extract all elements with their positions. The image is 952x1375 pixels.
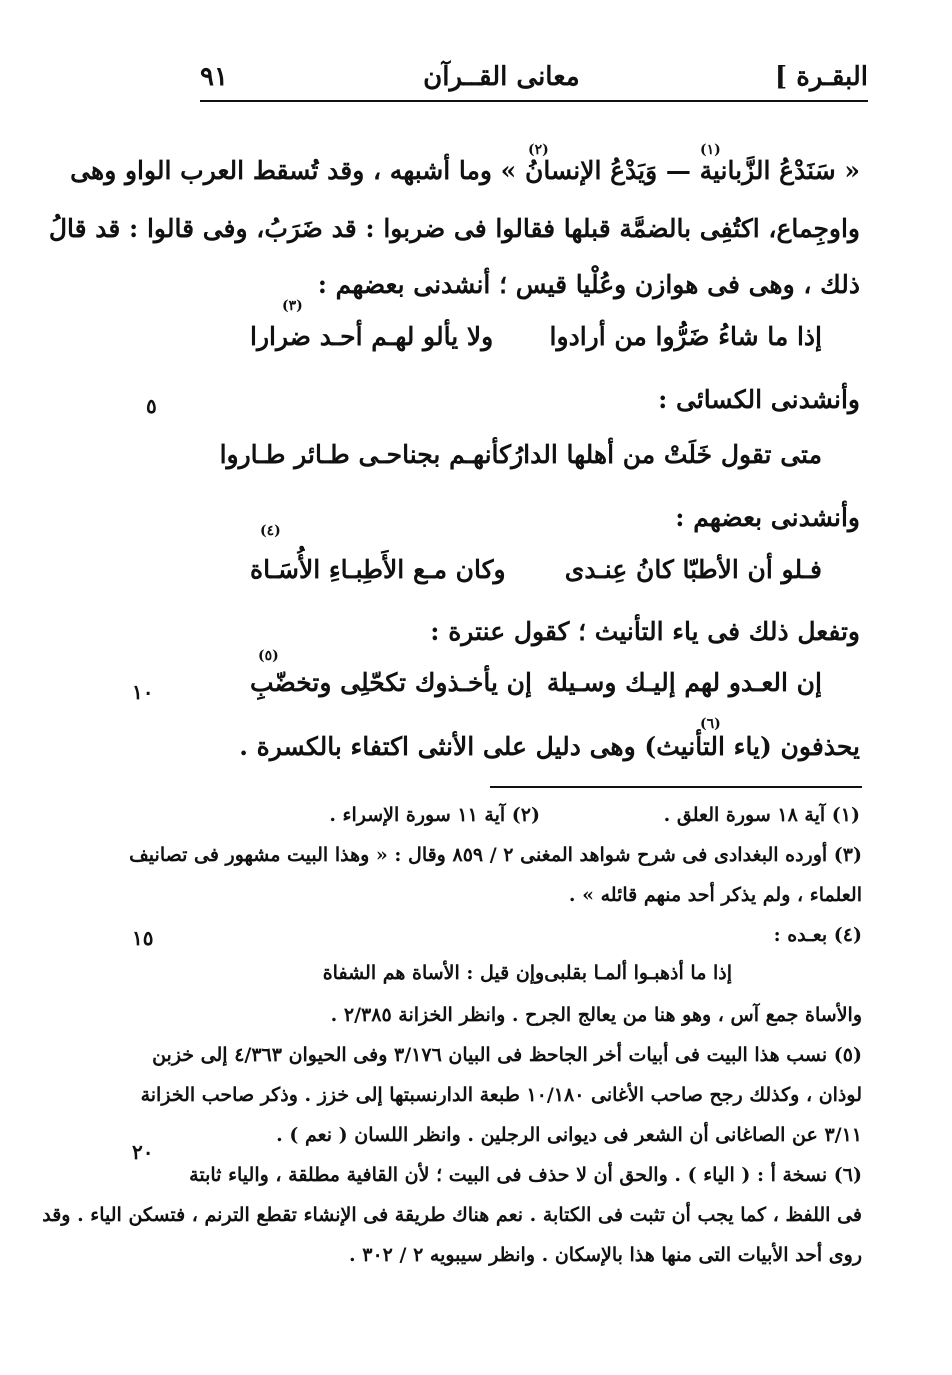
footnote-5-line-2: لوذان ، وكذلك رجح صاحب الأغانى ١٠/١٨٠ طبعة الدارنسبتها إلى خزز . وذكر صاحب الخزانة xyxy=(140,1084,862,1106)
body-line-4: وأنشدنى الكسائى : xyxy=(658,385,860,414)
margin-line-number-5: ٥ xyxy=(146,394,157,418)
footnote-marker-2: (٢) xyxy=(528,142,549,158)
footnote-marker-4: (٤) xyxy=(260,523,281,539)
margin-line-number-10: ١٠ xyxy=(132,680,154,704)
body-line-1: « سَنَدْعُ الزَّبانية — وَيَدْعُ الإنسانُ » وما أشبهه ، وقد تُسقط العرب الواو وهى xyxy=(70,156,860,185)
verse-4-first-hemistich: إن العـدو لهم إليـك وسـيلة xyxy=(546,668,822,697)
verse-2-first-hemistich: متى تقول خَلَتْ من أهلها الدارُ xyxy=(511,440,822,469)
margin-line-number-20: ٢٠ xyxy=(132,1140,154,1164)
footnote-5-line-1: (٥) نسب هذا البيت فى أبيات أخر الجاحظ فى البيان ٣/١٧٦ وفى الحيوان ٤/٣٦٣ إلى خزبن xyxy=(152,1044,862,1066)
footnote-marker-3: (٣) xyxy=(282,298,303,314)
footnote-6-line-1: (٦) نسخة أ : ( الياء ) . والحق أن لا حذف فى البيت ؛ لأن القافية مطلقة ، والياء ثابتة xyxy=(189,1164,862,1186)
body-line-6: وتفعل ذلك فى ياء التأنيث ؛ كقول عنترة : xyxy=(430,617,860,646)
footnote-marker-1: (١) xyxy=(700,142,721,158)
footnote-2: (٢) آية ١١ سورة الإسراء . xyxy=(329,804,540,826)
footnote-4-line-1: (٤) بعـده : xyxy=(773,924,862,946)
verse-2-second-hemistich: كأنهـم بجناحـى طـائر طـاروا xyxy=(219,440,512,469)
verse-3 xyxy=(250,555,822,584)
verse-2 xyxy=(219,440,822,469)
running-header xyxy=(200,58,868,96)
book-title: معانى القــرآن xyxy=(423,62,580,92)
footnote-6-line-3: روى أحد الأبيات التى منها هذا بالإسكان . وانظر سيبويه ٢ / ٣٠٢ . xyxy=(349,1244,862,1266)
verse-1-second-hemistich: ولا يألو لهـم أحـد ضرارا xyxy=(250,322,494,351)
footnote-marker-5: (٥) xyxy=(258,648,279,664)
footnote-3-line-2: العلماء ، ولم يذكر أحد منهم قائله » . xyxy=(568,884,862,906)
verse-4 xyxy=(250,668,822,697)
verse-3-first-hemistich: فـلو أن الأطبّا كانُ عِنـدى xyxy=(564,555,822,584)
footnote-4-verse xyxy=(322,962,732,984)
footnote-4-verse-second: وإن قيل : الأساة هم الشفاة xyxy=(322,962,545,984)
header-rule xyxy=(200,100,868,102)
footnote-4-line-2: والأساة جمع آس ، وهو هنا من يعالج الجرح . وانظر الخزانة ٢/٣٨٥ . xyxy=(330,1004,862,1026)
page-number: ٩١ xyxy=(200,62,228,92)
footnote-4-verse-first: إذا ما أذهبـوا ألمـا بقلبى xyxy=(544,962,732,984)
verse-1-first-hemistich: إذا ما شاءُ ضَرُّوا من أرادوا xyxy=(549,322,822,351)
verse-1 xyxy=(250,322,822,351)
footnote-1: (١) آية ١٨ سورة العلق . xyxy=(663,804,860,826)
footnote-6-line-2: فى اللفظ ، كما يجب أن تثبت فى الكتابة . نعم هناك طريقة فى الإنشاء تقطع الترنم ، فتسكن الياء . وقد xyxy=(42,1204,862,1226)
body-line-7: يحذفون (ياء التأنيث) وهى دليل على الأنثى اكتفاء بالكسرة . xyxy=(239,732,860,761)
body-line-2: واوجِماع، اكتُفِى بالضمَّة قبلها فقالوا فى ضربوا : قد ضَرَبُ، وفى قالوا : قد قالُ xyxy=(48,214,860,243)
verse-3-second-hemistich: وكان مـع الأَطِبـاءِ الأُسَـاة xyxy=(250,555,506,584)
body-line-5: وأنشدنى بعضهم : xyxy=(675,503,860,532)
footnote-marker-6: (٦) xyxy=(700,716,721,732)
margin-line-number-15: ١٥ xyxy=(132,926,154,950)
chapter-name: البقـرة ] xyxy=(774,62,868,92)
footnote-5-line-3: ٣/١١ عن الصاغانى أن الشعر فى ديوانى الرجلين . وانظر اللسان ( نعم ) . xyxy=(276,1124,862,1146)
footnote-3-line-1: (٣) أورده البغدادى فى شرح شواهد المغنى ٢ / ٨٥٩ وقال : « وهذا البيت مشهور فى تصانيف xyxy=(129,844,862,866)
verse-4-second-hemistich: إن يأخـذوك تكحّلِى وتخضّبِ xyxy=(250,668,532,697)
footnote-separator xyxy=(490,786,862,788)
body-line-3: ذلك ، وهى فى هوازن وعُلْيا قيس ؛ أنشدنى بعضهم : xyxy=(317,270,860,299)
